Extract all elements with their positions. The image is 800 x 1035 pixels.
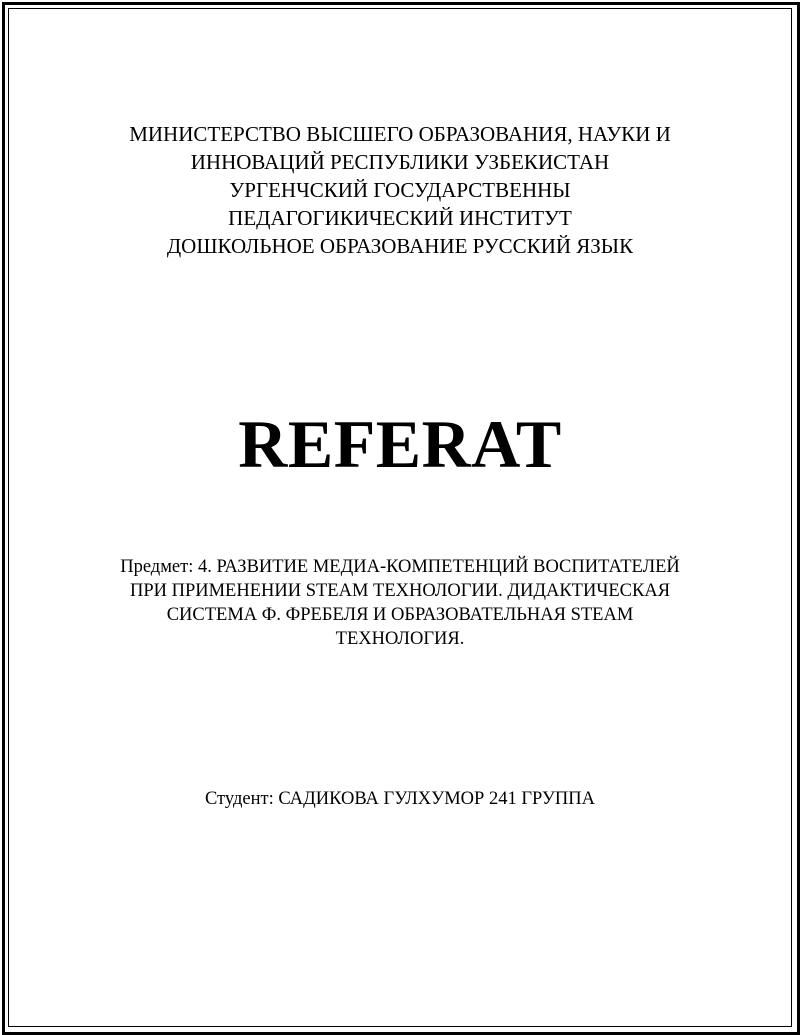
subject-line: Предмет: 4. РАЗВИТИЕ МЕДИА-КОМПЕТЕНЦИЙ ВОСПИТАТЕЛЕЙ — [120, 557, 680, 577]
header-line: ПЕДАГОГИКИЧЕСКИЙ ИНСТИТУТ — [228, 206, 572, 230]
header-line: ИННОВАЦИЙ РЕСПУБЛИКИ УЗБЕКИСТАН — [190, 150, 610, 174]
subject-line: ТЕХНОЛОГИЯ. — [335, 629, 465, 649]
header-line: ДОШКОЛЬНОЕ ОБРАЗОВАНИЕ РУССКИЙ ЯЗЫК — [166, 234, 634, 258]
student-info: Студент: САДИКОВА ГУЛХУМОР 241 ГРУППА — [204, 789, 596, 809]
subject-line: СИСТЕМА Ф. ФРЕБЕЛЯ И ОБРАЗОВАТЕЛЬНАЯ STEAM — [166, 605, 634, 625]
subject-line: ПРИ ПРИМЕНЕНИИ STEAM ТЕХНОЛОГИИ. ДИДАКТИЧЕСКАЯ — [129, 581, 671, 601]
document-title: REFERAT — [238, 406, 562, 482]
header-line: МИНИСТЕРСТВО ВЫСШЕГО ОБРАЗОВАНИЯ, НАУКИ И — [129, 122, 671, 146]
institution-header — [0, 120, 800, 260]
subject-text — [0, 555, 800, 651]
header-line: УРГЕНЧСКИЙ ГОСУДАРСТВЕННЫ — [229, 178, 571, 202]
